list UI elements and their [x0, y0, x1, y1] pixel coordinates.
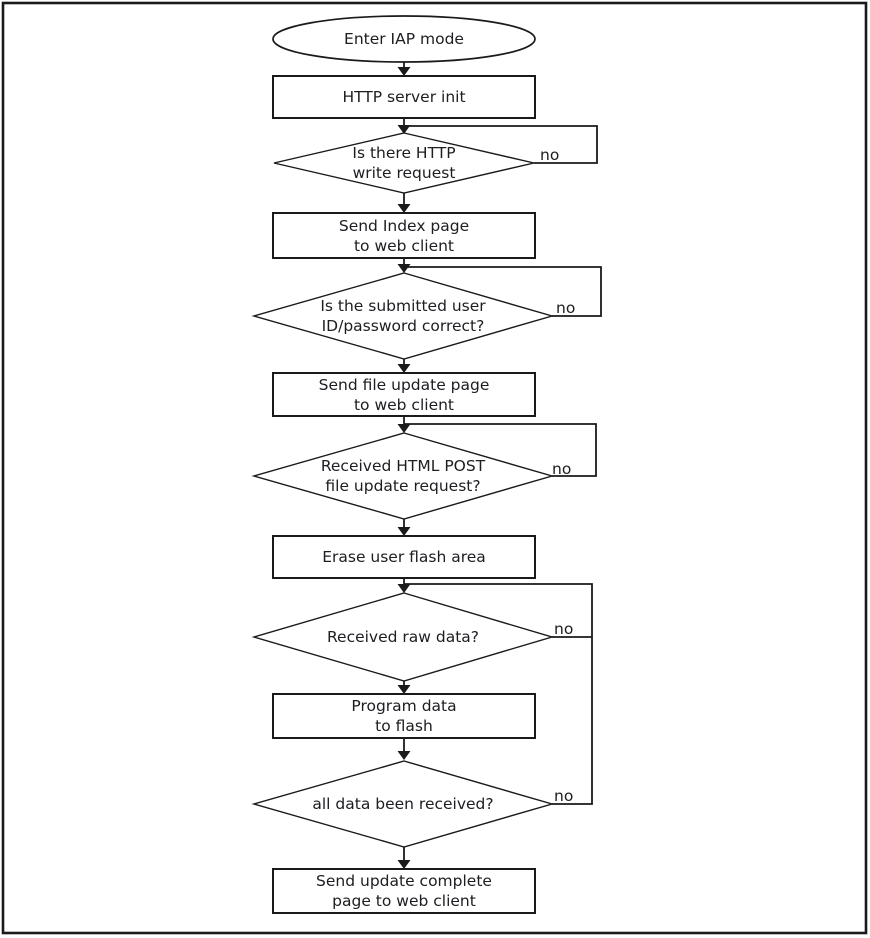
arrowhead	[398, 527, 411, 536]
node-label-start: Enter IAP mode	[344, 30, 464, 48]
node-label-send-index-page: Send Index page to web client	[338, 216, 470, 255]
node-label-program-data-to-flash: Program data to flash	[351, 697, 457, 735]
node-label-received-raw-data: Received raw data?	[326, 628, 480, 646]
arrowhead	[398, 751, 411, 760]
arrowhead	[398, 264, 411, 273]
terminator-enter-iap-mode	[273, 16, 535, 62]
process-erase-user-flash	[273, 536, 535, 578]
node-label-send-update-complete: Send update complete page to web client	[316, 872, 492, 910]
decision-received-html-post	[254, 433, 552, 519]
arrowhead	[398, 67, 411, 76]
node-label-send-file-update-page: Send file update page to web client	[318, 375, 490, 414]
node-label-all-data-received: all data been received?	[312, 795, 494, 813]
edge-label-no-d4: no	[554, 620, 574, 638]
process-program-data-to-flash	[273, 694, 535, 738]
decision-id-password-correct	[254, 273, 552, 359]
edge-label-no-d2: no	[556, 299, 576, 317]
decision-received-raw-data	[254, 593, 552, 681]
decision-all-data-received	[254, 761, 552, 847]
node-label-received-html-post: Received HTML POST file update request?	[320, 457, 486, 495]
process-http-server-init	[273, 76, 535, 118]
edge-label-no-d5: no	[554, 787, 574, 805]
node-label-http-write-request: Is there HTTP write request	[352, 144, 456, 182]
decision-http-write-request	[274, 133, 534, 193]
edge-label-no-d3: no	[552, 460, 572, 478]
node-label-id-password-correct: Is the submitted user ID/password correct?	[320, 297, 486, 335]
arrowhead	[398, 584, 411, 593]
node-label-erase-user-flash: Erase user flash area	[322, 548, 486, 566]
arrowhead	[398, 860, 411, 869]
arrowhead	[398, 685, 411, 694]
arrowhead	[398, 204, 411, 213]
node-label-http-server-init: HTTP server init	[342, 88, 466, 106]
process-send-update-complete	[273, 869, 535, 913]
process-send-index-page	[273, 213, 535, 258]
arrowhead	[398, 364, 411, 373]
process-send-file-update-page	[273, 373, 535, 416]
edge-label-no-d1: no	[540, 146, 560, 164]
arrowhead	[398, 424, 411, 433]
